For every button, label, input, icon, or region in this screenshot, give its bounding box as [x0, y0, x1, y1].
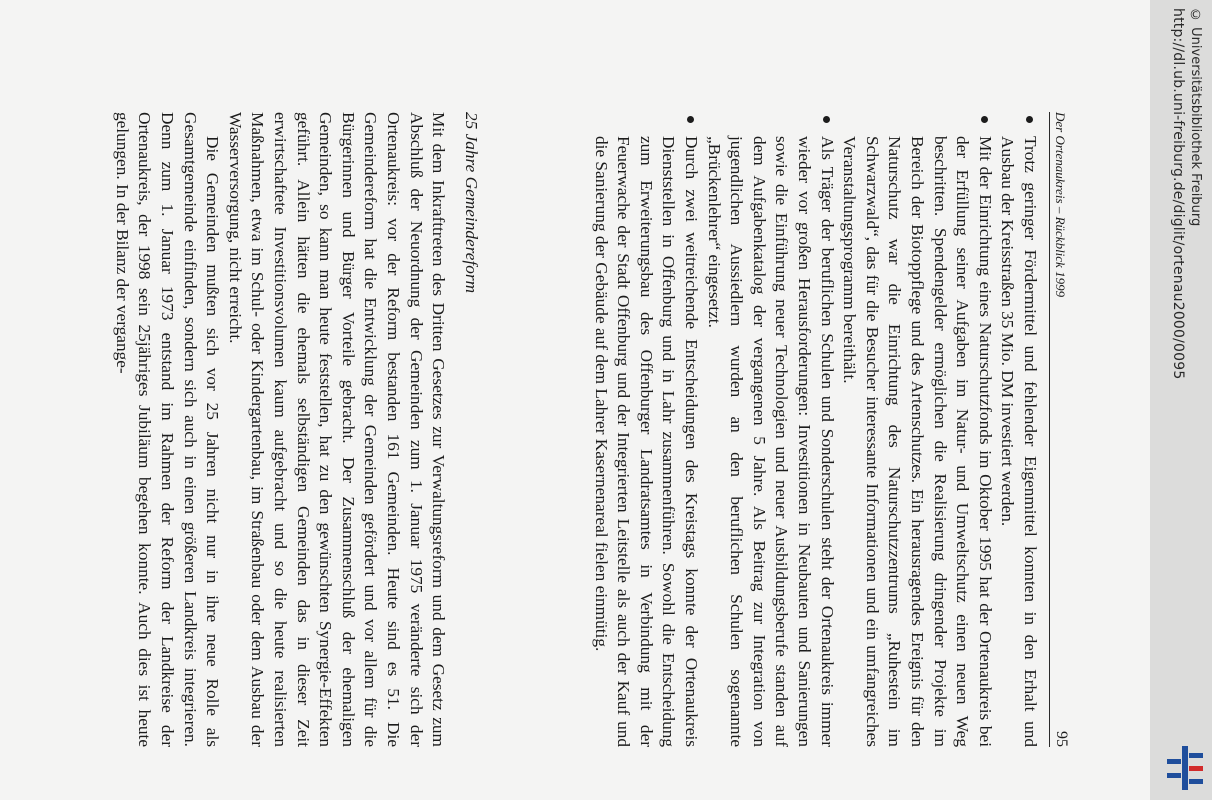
- page-content: [110, 112, 1082, 747]
- bullet-item: Trotz geringer Fördermittel und fehlender Eigenmittel konnten in den Erhalt und Ausbau der Kreisstraßen 35 Mio. DM investiert werden.: [996, 112, 1041, 747]
- bullet-item: Mit der Einrichtung eines Naturschutzfonds im Oktober 1995 hat der Ortenaukreis bei der Erfüllung seiner Aufgaben im Natur- und Umweltschutz einen neuen Weg beschritten. Spendengelder ermöglichen die Realisierung dringender Projekte im Bereich der Biotoppflege und des Artenschutzes. Ein herausragendes Ereignis für den Naturschutz war die Einrichtung des Naturschutzzentrums „Ruhestein im Schwarzwald“, das für die Besucher interessante Informationen und ein umfangreiches Veranstaltungsprogramm bereithält.: [838, 112, 996, 747]
- bullet-list: [589, 112, 1041, 747]
- section-heading: 25 Jahre Gemeindereform: [462, 112, 482, 294]
- copyright-notice: © Universitätsbibliothek Freiburg: [1188, 8, 1203, 227]
- running-header: [1052, 112, 1082, 747]
- bullet-item: Als Träger der beruflichen Schulen und Sonderschulen steht der Ortenaukreis immer wieder vor großen Herausforderungen: Investitionen in Neubauten und Sanierungen sowie die Einführung neuer Technologien und neuer Ausbildungsberufe standen auf dem Aufgabenkatalog der vergangenen 5 Jahre. Als Beitrag zur Integration von jugendlichen Aussiedlern wurden an den beruflichen Schulen sogenannte „Brückenlehrer“ eingesetzt.: [702, 112, 838, 747]
- page-number: 95: [1053, 731, 1070, 747]
- source-url-link[interactable]: http://dl.ub.uni-freiburg.de/diglit/ortenau2000/0095: [1170, 8, 1186, 380]
- bullet-item: Durch zwei weitreichende Entscheidungen des Kreistags konnte der Ortenaukreis Dienststellen in Offenburg und in Lahr zusammenführen. Sowohl die Entscheidung zum Erweiterungsbau des Offenburger Landratsamtes in Verbindung mit der Feuerwache der Stadt Offenburg und der Integrierten Leitstelle als auch der Kauf und die Sanierung der Gebäude auf dem Lahrer Kasernenareal fielen einmütig.: [589, 112, 702, 747]
- running-title: Der Ortenaukreis – Rückblick 1999: [1053, 112, 1068, 298]
- ub-freiburg-logo-icon: [1163, 746, 1207, 790]
- header-rule: [1049, 112, 1050, 747]
- paragraph: Mit dem Inkrafttreten des Dritten Gesetzes zur Verwaltungsreform und dem Gesetz zum Abschluß der Neuordnung der Gemeinden zum 1. Januar 1975 veränderte sich der Ortenaukreis: vor der Reform bestanden 161 Gemeinden. Heute sind es 51. Die Gemeindereform hat die Entwicklung der Gemeinden gefördert und vor allem für die Bürgerinnen und Bürger Vorteile gebracht. Der Zusammenschluß der ehemaligen Gemeinden, so kann man heute feststellen, hat zu den gewünschten Synergie-Effekten geführt. Allein hätten die ehemals selbständigen Gemeinden das in dieser Zeit erwirtschaftete Investitionsvolumen kaum aufgebracht und so die heute realisierten Maßnahmen, etwa im Schul- oder Kindergartenbau, im Straßenbau oder dem Ausbau der Wasserversorgung, nicht erreicht.: [225, 112, 449, 747]
- paragraph: Die Gemeinden mußten sich vor 25 Jahren nicht nur in ihre neue Rolle als Gesamtgemeinde einfinden, sondern sich auch in einen größeren Landkreis integrieren. Denn zum 1. Januar 1973 entstand im Rahmen der Reform der Landkreise der Ortenaukreis, der 1998 sein 25jähriges Jubiläum begehen konnte. Auch dies ist heute gelungen. In der Bilanz der vergange-: [112, 112, 223, 747]
